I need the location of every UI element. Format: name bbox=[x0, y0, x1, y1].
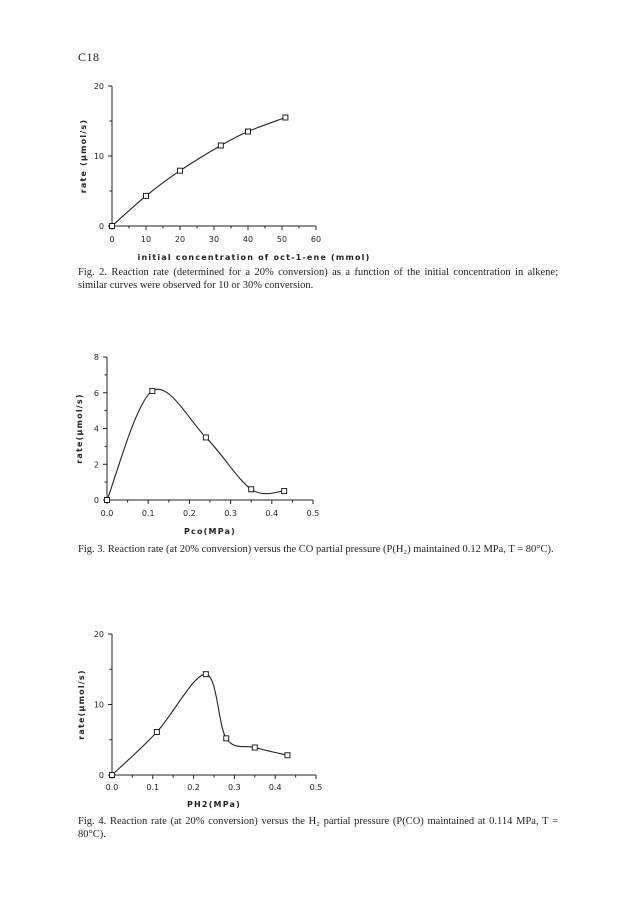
x-tick-label: 10 bbox=[140, 235, 152, 244]
x-tick-label: 0.2 bbox=[187, 783, 200, 792]
data-point-marker bbox=[285, 753, 290, 758]
y-axis-title: rate (μmol/s) bbox=[79, 118, 88, 194]
x-tick-label: 0.2 bbox=[183, 509, 196, 518]
x-tick-label: 40 bbox=[242, 235, 254, 244]
x-tick-label: 0.0 bbox=[105, 783, 119, 792]
y-tick-label: 0 bbox=[98, 222, 104, 231]
x-axis-title: PH2(MPa) bbox=[186, 800, 242, 809]
y-axis-title: rate(μmol/s) bbox=[77, 669, 86, 740]
y-tick-label: 4 bbox=[93, 424, 99, 434]
y-tick-label: 20 bbox=[93, 82, 104, 91]
x-tick-label: 30 bbox=[208, 235, 220, 244]
y-tick-label: 6 bbox=[93, 388, 99, 398]
data-point-marker bbox=[154, 729, 159, 734]
figure-3-caption: Fig. 3. Reaction rate (at 20% conversion) versus the CO partial pressure (P(H₂) maintained 0.12 MPa, T = 80°C). bbox=[78, 544, 554, 555]
data-point-marker bbox=[252, 745, 257, 750]
y-tick-label: 8 bbox=[93, 353, 99, 362]
x-tick-label: 0.3 bbox=[224, 509, 237, 518]
y-tick-label: 20 bbox=[93, 630, 104, 639]
x-tick-label: 0.5 bbox=[306, 509, 320, 518]
x-tick-label: 0.4 bbox=[265, 509, 279, 518]
data-point-marker bbox=[105, 498, 110, 503]
y-tick-label: 0 bbox=[98, 771, 104, 780]
figure-2-chart bbox=[0, 70, 628, 270]
figure-4-caption: Fig. 4. Reaction rate (at 20% conversion) versus the H₂ partial pressure (P(CO) maintained at 0.114 MPa, T = 80°C). bbox=[78, 816, 558, 840]
data-series-line bbox=[112, 118, 285, 227]
data-point-marker bbox=[203, 672, 208, 677]
figure-3-chart bbox=[0, 345, 628, 545]
x-tick-label: 50 bbox=[276, 235, 288, 244]
x-tick-label: 0.0 bbox=[100, 509, 114, 518]
data-series-line bbox=[112, 674, 287, 775]
data-point-marker bbox=[203, 435, 208, 440]
x-tick-label: 0.5 bbox=[309, 783, 323, 792]
page-header: C18 bbox=[78, 50, 100, 64]
x-tick-label: 60 bbox=[310, 235, 322, 244]
x-tick-label: 0 bbox=[109, 235, 115, 244]
data-point-marker bbox=[283, 115, 288, 120]
data-point-marker bbox=[178, 168, 183, 173]
x-tick-label: 0.3 bbox=[228, 783, 241, 792]
data-point-marker bbox=[246, 129, 251, 134]
data-series-line bbox=[107, 389, 284, 500]
data-point-marker bbox=[249, 487, 254, 492]
data-point-marker bbox=[144, 193, 149, 198]
y-axis-title: rate(μmol/s) bbox=[75, 393, 84, 464]
y-tick-label: 2 bbox=[93, 460, 99, 470]
data-point-marker bbox=[110, 773, 115, 778]
y-tick-label: 0 bbox=[93, 496, 99, 505]
figure-4-chart bbox=[0, 622, 628, 817]
data-point-marker bbox=[150, 388, 155, 393]
data-point-marker bbox=[282, 489, 287, 494]
data-point-marker bbox=[224, 736, 229, 741]
y-tick-label: 10 bbox=[93, 700, 104, 710]
x-axis-title: initial concentration of oct-1-ene (mmol) bbox=[137, 253, 371, 262]
data-point-marker bbox=[218, 143, 223, 148]
data-point-marker bbox=[110, 224, 115, 229]
x-tick-label: 0.4 bbox=[268, 783, 282, 792]
x-tick-label: 0.1 bbox=[146, 783, 160, 792]
x-tick-label: 20 bbox=[174, 235, 186, 244]
figure-2-caption: Fig. 2. Reaction rate (determined for a 20% conversion) as a function of the initial concentration in alkene; similar curves were observed for 10 or 30% conversion. bbox=[78, 267, 558, 291]
x-axis-title: Pco(MPa) bbox=[183, 527, 237, 536]
x-tick-label: 0.1 bbox=[141, 509, 155, 518]
y-tick-label: 10 bbox=[93, 152, 104, 161]
